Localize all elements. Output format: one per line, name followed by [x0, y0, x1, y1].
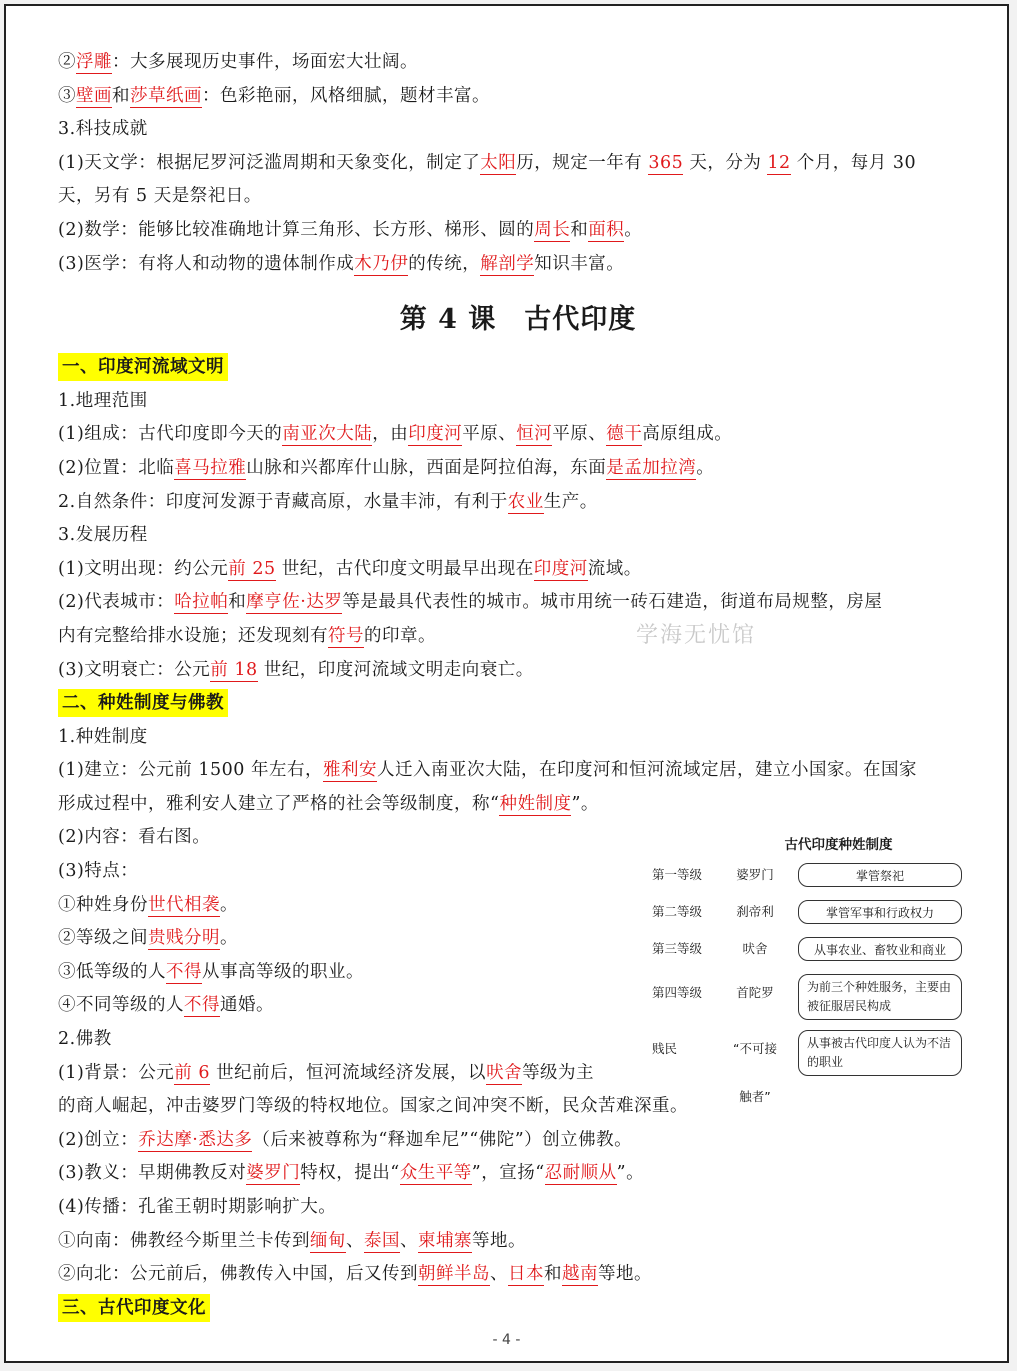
text-segment: 和 — [228, 592, 247, 613]
text-segment: ：色彩艳丽，风格细腻，题材丰富。 — [202, 85, 490, 106]
caste-name: “不可接触者” — [733, 1041, 777, 1104]
text-segment: 世纪，古代印度文明最早出现在 — [275, 558, 534, 579]
caste-level: 第三等级 — [652, 941, 703, 956]
key-term: 日本 — [508, 1264, 544, 1285]
text-segment: 3.发展历程 — [58, 525, 148, 546]
text-line — [58, 553, 978, 587]
caste-row — [646, 895, 971, 932]
text-segment: 的商人崛起，冲击婆罗门等级的特权地位。国家之间冲突不断，民众苦难深重。 — [58, 1096, 688, 1117]
text-line — [58, 80, 978, 114]
text-segment: ：大多展现历史事件，场面宏大壮阔。 — [112, 52, 418, 72]
key-term: 恒河 — [516, 424, 553, 445]
text-segment: 平原、 — [462, 424, 517, 445]
text-line — [58, 754, 978, 788]
caste-row — [646, 1025, 971, 1104]
key-term: 德干 — [606, 424, 643, 445]
text-segment: 特权，提出“ — [300, 1163, 400, 1184]
text-segment: 2.自然条件：印度河发源于青藏高原，水量丰沛，有利于 — [58, 491, 508, 512]
key-term: 南亚次大陆 — [282, 424, 373, 445]
key-term: 是孟加拉湾 — [606, 457, 697, 478]
text-segment: (2)位置：北临 — [58, 457, 175, 478]
lesson-title: 第 4 课 古代印度 — [399, 304, 637, 336]
key-term: 印度河 — [533, 558, 588, 579]
page-number: - 4 - — [492, 1332, 521, 1348]
key-term: 忍耐顺从 — [544, 1163, 617, 1184]
text-segment: 和 — [544, 1264, 562, 1285]
text-segment: 等级为主 — [522, 1062, 595, 1083]
caste-role: 掌管祭祀 — [798, 863, 962, 887]
key-term: 农业 — [507, 491, 544, 512]
text-segment: 世纪前后，恒河流域经济发展，以 — [210, 1062, 487, 1083]
text-segment: ”，宣扬“ — [471, 1163, 545, 1184]
key-term: 世代相袭 — [148, 894, 220, 915]
text-segment: ①种姓身份 — [58, 894, 148, 915]
text-line — [58, 486, 978, 520]
caste-level: 第一等级 — [652, 867, 703, 882]
text-segment: 和 — [112, 85, 130, 106]
text-segment: (3)文明衰亡：公元 — [58, 659, 211, 680]
text-segment: 历，规定一年有 — [516, 152, 649, 173]
text-segment: 、 — [400, 1230, 418, 1251]
text-segment: 、 — [346, 1230, 364, 1251]
text-segment: 和 — [570, 219, 589, 240]
key-term: 种姓制度 — [499, 793, 572, 814]
document-page — [4, 4, 1009, 1363]
text-segment: 。 — [624, 219, 643, 240]
section-heading: 三、古代印度文化 — [58, 1294, 210, 1322]
text-line — [58, 586, 978, 620]
key-term: 缅甸 — [310, 1230, 346, 1251]
text-segment: ”。 — [571, 793, 599, 814]
text-segment: ①向南：佛教经今斯里兰卡传到 — [58, 1230, 310, 1251]
section-heading: 一、印度河流域文明 — [58, 353, 228, 381]
key-term: 不得 — [184, 995, 220, 1016]
text-segment: 内有完整给排水设施；还发现刻有 — [58, 625, 328, 646]
caste-role: 从事被古代印度人认为不洁的职业 — [798, 1030, 962, 1076]
key-term: 符号 — [328, 625, 364, 646]
section-heading: 二、种姓制度与佛教 — [58, 689, 228, 717]
text-segment: 的传统， — [408, 253, 481, 274]
key-term: 婆罗门 — [246, 1163, 301, 1184]
text-line — [58, 214, 978, 248]
caste-role: 掌管军事和行政权力 — [798, 900, 962, 924]
text-segment: (2)创立： — [58, 1129, 139, 1150]
key-term: 太阳 — [480, 152, 517, 173]
diagram-title: 古代印度种姓制度 — [784, 837, 893, 853]
text-segment: (4)传播：孔雀王朝时期影响扩大。 — [58, 1197, 337, 1217]
text-segment: 山脉和兴都库什山脉，西面是阿拉伯海，东面 — [246, 457, 607, 478]
text-line — [58, 1090, 978, 1124]
text-line — [58, 687, 978, 721]
key-term: 喜马拉雅 — [174, 457, 247, 478]
text-segment: (2)数学：能够比较准确地计算三角形、长方形、梯形、圆的 — [58, 219, 535, 240]
key-term: 雅利安 — [322, 760, 377, 781]
key-term: 越南 — [562, 1264, 598, 1285]
text-line — [58, 1157, 978, 1191]
text-segment: (3)特点： — [58, 861, 139, 882]
key-term: 柬埔寨 — [418, 1230, 472, 1251]
text-segment: （后来被尊称为“释迦牟尼”“佛陀”）创立佛教。 — [252, 1129, 633, 1150]
caste-level: 第二等级 — [652, 904, 703, 919]
key-term: 不得 — [166, 961, 202, 982]
text-segment: 从事高等级的职业。 — [202, 961, 364, 982]
key-term: 乔达摩·悉达多 — [138, 1129, 253, 1150]
text-segment: ”。 — [616, 1163, 645, 1184]
text-segment: 的印章。 — [364, 625, 436, 646]
key-term: 哈拉帕 — [174, 592, 229, 613]
text-segment: (2)代表城市： — [58, 592, 175, 613]
text-segment: 生产。 — [543, 491, 598, 512]
caste-name: 吠舍 — [742, 941, 768, 956]
text-line — [58, 1124, 978, 1158]
text-segment: 。 — [696, 457, 715, 478]
key-term: 365 — [648, 152, 684, 173]
text-line — [58, 180, 978, 214]
text-segment: 平原、 — [552, 424, 607, 445]
document-body — [58, 46, 978, 1325]
key-term: 前 25 — [228, 558, 276, 579]
key-term: 印度河 — [408, 424, 463, 445]
text-segment: 形成过程中，雅利安人建立了严格的社会等级制度，称“ — [58, 793, 500, 814]
text-line — [58, 452, 978, 486]
text-segment: (3)教义：早期佛教反对 — [58, 1163, 247, 1184]
text-segment: 1.地理范围 — [58, 390, 148, 411]
text-segment: ②向北：公元前后，佛教传入中国，后又传到 — [58, 1264, 418, 1285]
text-segment: 天，分为 — [683, 152, 768, 173]
text-line — [58, 788, 978, 822]
key-term: 木乃伊 — [354, 253, 409, 274]
text-segment: 2.佛教 — [58, 1029, 112, 1050]
text-segment: 世纪，印度河流域文明走向衰亡。 — [257, 659, 534, 680]
text-segment: 流域。 — [587, 558, 642, 579]
watermark: 学海无忧馆 — [636, 623, 757, 648]
text-segment: ④不同等级的人 — [58, 995, 184, 1016]
text-segment: (1)天文学：根据尼罗河泛滥周期和天象变化，制定了 — [58, 152, 481, 173]
text-line — [58, 46, 978, 80]
text-segment: ③ — [58, 85, 76, 106]
key-term: 解剖学 — [480, 253, 535, 274]
text-segment: ②等级之间 — [58, 928, 148, 949]
text-line — [58, 248, 978, 282]
key-term: 前 6 — [174, 1062, 210, 1083]
text-segment: 。 — [220, 928, 238, 949]
key-term: 周长 — [534, 219, 571, 240]
text-line — [58, 351, 978, 385]
caste-row — [646, 969, 971, 1025]
text-line — [58, 519, 978, 553]
text-segment: (3)医学：有将人和动物的遗体制作成 — [58, 253, 355, 274]
text-segment: 1.种姓制度 — [58, 726, 148, 747]
caste-name: 首陀罗 — [736, 985, 774, 1000]
key-term: 莎草纸画 — [130, 85, 202, 106]
key-term: 众生平等 — [399, 1163, 472, 1184]
text-segment: 等地。 — [598, 1264, 652, 1285]
text-segment: 3.科技成就 — [58, 119, 148, 140]
caste-role: 为前三个种姓服务，主要由被征服居民构成 — [798, 974, 962, 1020]
key-term: 12 — [767, 152, 791, 173]
text-segment: 、 — [490, 1264, 508, 1285]
text-segment: (1)背景：公元 — [58, 1062, 175, 1083]
text-segment: 等地。 — [472, 1230, 526, 1251]
caste-row — [646, 932, 971, 969]
key-term: 贵贱分明 — [148, 928, 220, 949]
caste-level: 第四等级 — [652, 985, 703, 1000]
text-line — [58, 147, 978, 181]
text-segment: 通婚。 — [220, 995, 274, 1016]
caste-system-diagram — [646, 832, 971, 1104]
text-line — [58, 418, 978, 452]
caste-name: 婆罗门 — [736, 867, 774, 882]
key-term: 吠舍 — [486, 1062, 523, 1083]
caste-name: 刹帝利 — [736, 904, 774, 919]
key-term: 面积 — [588, 219, 625, 240]
text-segment: (1)建立：公元前 1500 年左右， — [58, 760, 323, 781]
key-term: 摩亨佐·达罗 — [246, 592, 343, 613]
key-term: 泰国 — [364, 1230, 400, 1251]
caste-role: 从事农业、畜牧业和商业 — [798, 937, 962, 961]
text-line — [58, 113, 978, 147]
text-segment: ② — [58, 52, 76, 72]
text-segment: (1)组成：古代印度即今天的 — [58, 424, 283, 445]
text-segment: (2)内容：看右图。 — [58, 827, 211, 848]
text-segment: 高原组成。 — [642, 424, 733, 445]
text-segment: 等是最具代表性的城市。城市用统一砖石建造，街道布局规整，房屋 — [342, 592, 883, 613]
key-term: 朝鲜半岛 — [418, 1264, 490, 1285]
text-segment: 人迁入南亚次大陆，在印度河和恒河流域定居，建立小国家。在国家 — [376, 760, 917, 781]
key-term: 前 18 — [210, 659, 258, 680]
text-segment: ，由 — [372, 424, 409, 445]
text-line — [58, 654, 978, 688]
text-line — [58, 1225, 978, 1259]
text-line — [58, 385, 978, 419]
caste-row — [646, 858, 971, 895]
text-line — [58, 1258, 978, 1292]
caste-level: 贱民 — [652, 1041, 678, 1056]
text-segment: (1)文明出现：约公元 — [58, 558, 229, 579]
text-segment: ③低等级的人 — [58, 961, 166, 982]
key-term: 浮雕 — [76, 52, 112, 72]
text-line — [58, 721, 978, 755]
text-line — [58, 1292, 978, 1326]
text-line — [58, 620, 978, 654]
text-segment: 知识丰富。 — [534, 253, 625, 274]
text-line — [58, 1191, 978, 1225]
text-segment: 。 — [220, 894, 238, 915]
text-segment: 个月，每月 30 — [790, 152, 917, 173]
text-segment: 天，另有 5 天是祭祀日。 — [58, 186, 262, 207]
key-term: 壁画 — [76, 85, 112, 106]
